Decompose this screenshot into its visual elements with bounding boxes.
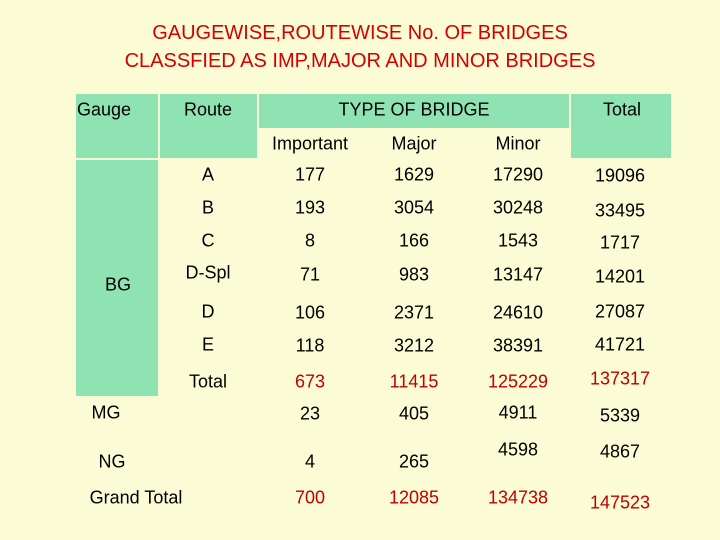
important-cell: 106 (294, 302, 326, 323)
total-cell: 5339 (599, 405, 641, 426)
total-cell: 41721 (594, 334, 646, 355)
route-cell: Total (188, 371, 228, 392)
major-cell: 11415 (389, 371, 439, 392)
minor-cell: 4598 (497, 439, 539, 460)
route-cell: B (201, 197, 215, 218)
important-cell: 118 (295, 335, 325, 356)
major-cell: 166 (398, 230, 430, 251)
minor-cell: 38391 (492, 335, 544, 356)
header-route-label: Route (183, 99, 233, 120)
major-cell: 1629 (393, 164, 435, 185)
major-cell: 983 (398, 264, 430, 285)
important-cell: 71 (299, 264, 321, 285)
major-cell: 3054 (393, 197, 435, 218)
header-total-label: Total (602, 99, 642, 120)
gauge-ng-label: NG (98, 451, 126, 472)
minor-cell: 17290 (492, 164, 544, 185)
minor-cell: 1543 (497, 230, 539, 251)
header-type-label: TYPE OF BRIDGE (338, 99, 490, 120)
total-cell: 27087 (594, 301, 646, 322)
route-cell: D-Spl (185, 262, 231, 283)
major-cell: 3212 (393, 335, 435, 356)
important-cell: 177 (294, 164, 326, 185)
total-cell: 147523 (589, 492, 651, 513)
minor-cell: 125229 (487, 371, 549, 392)
route-cell: C (201, 230, 215, 251)
minor-cell: 30248 (492, 197, 544, 218)
total-cell: 19096 (594, 165, 646, 186)
major-cell: 2371 (393, 302, 435, 323)
route-cell: A (201, 164, 215, 185)
important-cell: 700 (294, 487, 326, 508)
route-cell: D (201, 301, 215, 322)
grand-total-label: Grand Total (89, 487, 183, 508)
page-title-line-2: CLASSFIED AS IMP,MAJOR AND MINOR BRIDGES (124, 50, 596, 72)
minor-cell: 134738 (487, 487, 549, 508)
important-cell: 193 (294, 197, 326, 218)
header-major-label: Major (391, 133, 437, 154)
header-important-label: Important (271, 133, 349, 154)
header-gauge-label: Gauge (76, 99, 132, 120)
header-minor-label: Minor (495, 133, 541, 154)
minor-cell: 24610 (492, 302, 544, 323)
total-cell: 1717 (599, 232, 641, 253)
page-title-line-1: GAUGEWISE,ROUTEWISE No. OF BRIDGES (152, 22, 568, 44)
gauge-mg-label: MG (91, 402, 121, 423)
major-cell: 265 (398, 451, 430, 472)
minor-cell: 13147 (492, 264, 544, 285)
minor-cell: 4911 (498, 402, 538, 423)
total-cell: 14201 (594, 266, 646, 287)
important-cell: 4 (304, 451, 316, 472)
major-cell: 405 (398, 403, 430, 424)
gauge-bg-label: BG (104, 274, 132, 295)
major-cell: 12085 (388, 487, 440, 508)
total-cell: 4867 (599, 441, 641, 462)
important-cell: 673 (294, 371, 326, 392)
important-cell: 23 (299, 403, 321, 424)
important-cell: 8 (304, 230, 316, 251)
total-cell: 33495 (594, 200, 646, 221)
route-cell: E (201, 334, 215, 355)
total-cell: 137317 (589, 368, 651, 389)
